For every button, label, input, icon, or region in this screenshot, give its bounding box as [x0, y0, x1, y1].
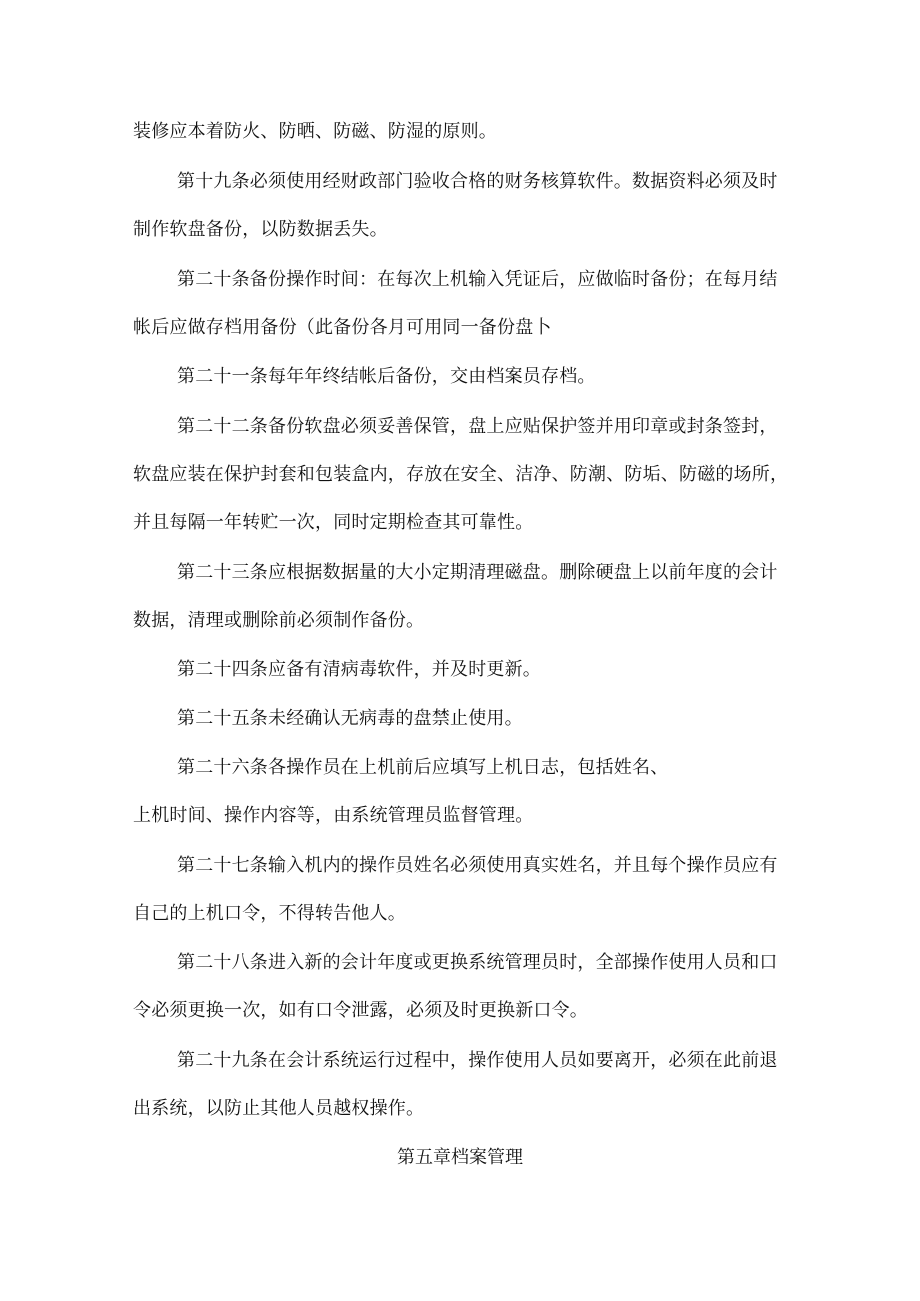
article-29-line-1: 第二十九条在会计系统运行过程中，操作使用人员如要离开，必须在此前退 [177, 1050, 778, 1071]
article-22-line-3: 并且每隔一年转贮一次，同时定期检查其可靠性。 [133, 512, 534, 533]
article-22-line-1: 第二十二条备份软盘必须妥善保管，盘上应贴保护签并用印章或封条签封， [177, 416, 778, 437]
article-28-line-2: 令必须更换一次，如有口令泄露，必须及时更换新口令。 [133, 1000, 588, 1021]
article-21-line-1: 第二十一条每年年终结帐后备份，交由档案员存档。 [177, 366, 596, 387]
article-20-line-1: 第二十条备份操作时间：在每次上机输入凭证后，应做临时备份；在每月结 [177, 269, 778, 290]
article-24-line-1: 第二十四条应备有清病毒软件，并及时更新。 [177, 659, 541, 680]
article-23-line-1: 第二十三条应根据数据量的大小定期清理磁盘。删除硬盘上以前年度的会计 [177, 562, 778, 583]
article-28-line-1: 第二十八条进入新的会计年度或更换系统管理员时，全部操作使用人员和口 [177, 952, 778, 973]
article-19-line-2: 制作软盘备份，以防数据丢失。 [133, 219, 388, 240]
article-27-line-2: 自己的上机口令，不得转告他人。 [133, 903, 406, 924]
article-27-line-1: 第二十七条输入机内的操作员姓名必须使用真实姓名，并且每个操作员应有 [177, 855, 778, 876]
article-26-line-1: 第二十六条各操作员在上机前后应填写上机日志，包括姓名、 [177, 757, 669, 778]
text-line: 装修应本着防火、防晒、防磁、防湿的原则。 [133, 121, 497, 142]
article-26-line-2: 上机时间、操作内容等，由系统管理员监督管理。 [133, 805, 534, 826]
article-25-line-1: 第二十五条未经确认无病毒的盘禁止使用。 [177, 708, 523, 729]
article-19-line-1: 第十九条必须使用经财政部门验收合格的财务核算软件。数据资料必须及时 [177, 171, 778, 192]
article-22-line-2: 软盘应装在保护封套和包装盒内，存放在安全、洁净、防潮、防垢、防磁的场所， [133, 464, 789, 485]
chapter-heading: 第五章档案管理 [397, 1147, 523, 1168]
article-23-line-2: 数据，清理或删除前必须制作备份。 [133, 610, 425, 631]
article-20-line-2: 帐后应做存档用备份（此备份各月可用同一备份盘卜 [133, 317, 552, 338]
article-29-line-2: 出系统，以防止其他人员越权操作。 [133, 1098, 425, 1119]
